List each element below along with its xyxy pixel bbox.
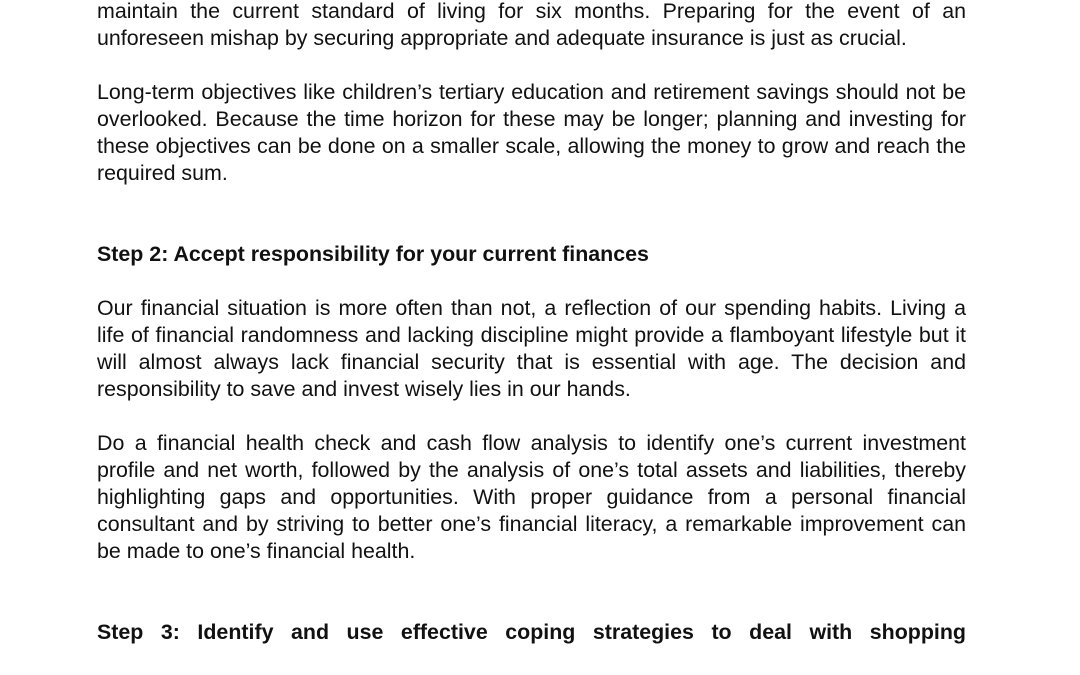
paragraph-spacer — [97, 268, 966, 295]
document-page — [97, 0, 966, 646]
paragraph-long-term-objectives: Long-term objectives like children’s tertiary education and retirement savings should not be overlooked. Because the time horizon for these may be longer; planning and investing for these objectives can be done on a smaller scale, allowing the money to grow and reach the required sum. — [97, 80, 966, 185]
paragraph-financial-situation: Our financial situation is more often than not, a reflection of our spending habits. Living a life of financial randomness and lacking discipline might provide a flamboyant lifestyle but it will almost always lack financial security that is essential with age. The decision and responsibility to save and invest wisely lies in our hands. — [97, 296, 966, 401]
paragraph-spacer — [97, 52, 966, 79]
heading-step-3: Step 3: Identify and use effective coping strategies to deal with shopping — [97, 620, 966, 644]
paragraph-emergency-fund-insurance: maintain the current standard of living for six months. Preparing for the event of an unforeseen mishap by securing appropriate and adequate insurance is just as crucial. — [97, 0, 966, 50]
section-spacer — [97, 565, 966, 619]
section-spacer — [97, 187, 966, 241]
paragraph-financial-health-check: Do a financial health check and cash flow analysis to identify one’s current investment profile and net worth, followed by the analysis of one’s total assets and liabilities, thereby highlighting gaps and opportunities. With proper guidance from a personal financial consultant and by striving to better one’s financial literacy, a remarkable improvement can be made to one’s financial health. — [97, 431, 966, 563]
heading-step-2: Step 2: Accept responsibility for your current finances — [97, 242, 649, 266]
paragraph-spacer — [97, 403, 966, 430]
